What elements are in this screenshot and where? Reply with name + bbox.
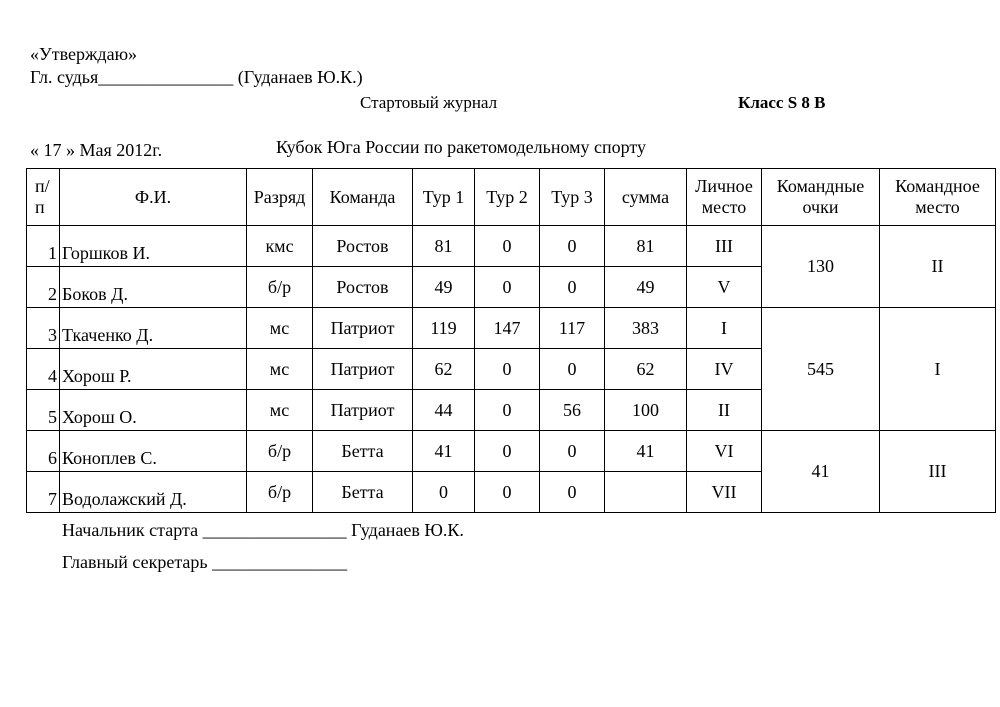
round1-score: 49	[413, 267, 475, 308]
personal-place: III	[687, 226, 762, 267]
personal-place: VII	[687, 472, 762, 513]
athlete-rank: б/р	[247, 472, 313, 513]
athlete-name: Горшков И.	[60, 226, 247, 267]
sum-score: 62	[605, 349, 687, 390]
athlete-team: Бетта	[313, 431, 413, 472]
sum-score	[605, 472, 687, 513]
round2-score: 0	[475, 390, 540, 431]
col-team-header: Команда	[313, 169, 413, 226]
class-label: Класс S 8 B	[738, 93, 826, 112]
journal-title: Стартовый журнал	[360, 93, 498, 112]
sum-score: 100	[605, 390, 687, 431]
athlete-team: Ростов	[313, 226, 413, 267]
row-number: 1	[27, 226, 60, 267]
athlete-rank: мс	[247, 349, 313, 390]
personal-place: V	[687, 267, 762, 308]
row-number: 7	[27, 472, 60, 513]
start-chief-line: Начальник старта ________________ Гуданаев Ю.К.	[62, 520, 464, 540]
round3-score: 117	[540, 308, 605, 349]
athlete-rank: мс	[247, 308, 313, 349]
col-num-header: п/ п	[27, 169, 60, 226]
chief-secretary-line: Главный секретарь _______________	[62, 552, 348, 572]
round2-score: 0	[475, 349, 540, 390]
athlete-name: Хорош О.	[60, 390, 247, 431]
round1-score: 44	[413, 390, 475, 431]
round3-score: 56	[540, 390, 605, 431]
athlete-rank: б/р	[247, 267, 313, 308]
round2-score: 0	[475, 472, 540, 513]
sum-score: 81	[605, 226, 687, 267]
row-number: 4	[27, 349, 60, 390]
round1-score: 119	[413, 308, 475, 349]
athlete-name: Ткаченко Д.	[60, 308, 247, 349]
athlete-name: Хорош Р.	[60, 349, 247, 390]
round1-score: 81	[413, 226, 475, 267]
round1-score: 62	[413, 349, 475, 390]
col-sum-header: сумма	[605, 169, 687, 226]
col-personal-place-header: Личное место	[687, 169, 762, 226]
team-points: 41	[762, 431, 880, 513]
athlete-rank: кмс	[247, 226, 313, 267]
sum-score: 383	[605, 308, 687, 349]
col-round1-header: Тур 1	[413, 169, 475, 226]
personal-place: II	[687, 390, 762, 431]
athlete-name: Боков Д.	[60, 267, 247, 308]
round2-score: 0	[475, 226, 540, 267]
round2-score: 0	[475, 267, 540, 308]
athlete-team: Патриот	[313, 308, 413, 349]
athlete-team: Патриот	[313, 349, 413, 390]
event-date: « 17 » Мая 2012г.	[30, 140, 163, 160]
table-row	[27, 226, 996, 267]
col-rank-header: Разряд	[247, 169, 313, 226]
row-number: 6	[27, 431, 60, 472]
team-place: I	[880, 308, 996, 431]
team-place: III	[880, 431, 996, 513]
round3-score: 0	[540, 431, 605, 472]
round3-score: 0	[540, 349, 605, 390]
personal-place: IV	[687, 349, 762, 390]
athlete-rank: мс	[247, 390, 313, 431]
sum-score: 49	[605, 267, 687, 308]
table-header-row	[27, 169, 996, 226]
approval-header: «Утверждаю»	[30, 44, 138, 64]
athlete-name: Водолажский Д.	[60, 472, 247, 513]
round1-score: 0	[413, 472, 475, 513]
row-number: 3	[27, 308, 60, 349]
team-points: 130	[762, 226, 880, 308]
col-round3-header: Тур 3	[540, 169, 605, 226]
personal-place: I	[687, 308, 762, 349]
round3-score: 0	[540, 226, 605, 267]
sum-score: 41	[605, 431, 687, 472]
col-team-place-header: Командное место	[880, 169, 996, 226]
start-journal-table	[26, 168, 996, 513]
personal-place: VI	[687, 431, 762, 472]
chief-judge-line: Гл. судья_______________ (Гуданаев Ю.К.)	[30, 67, 363, 87]
athlete-team: Ростов	[313, 267, 413, 308]
round3-score: 0	[540, 267, 605, 308]
round2-score: 147	[475, 308, 540, 349]
athlete-name: Коноплев С.	[60, 431, 247, 472]
athlete-rank: б/р	[247, 431, 313, 472]
table-row	[27, 308, 996, 349]
team-points: 545	[762, 308, 880, 431]
row-number: 5	[27, 390, 60, 431]
round2-score: 0	[475, 431, 540, 472]
athlete-team: Патриот	[313, 390, 413, 431]
event-title: Кубок Юга России по ракетомодельному спорту	[276, 137, 647, 157]
col-name-header: Ф.И.	[60, 169, 247, 226]
team-place: II	[880, 226, 996, 308]
row-number: 2	[27, 267, 60, 308]
table-row	[27, 431, 996, 472]
athlete-team: Бетта	[313, 472, 413, 513]
round1-score: 41	[413, 431, 475, 472]
col-round2-header: Тур 2	[475, 169, 540, 226]
col-team-points-header: Командные очки	[762, 169, 880, 226]
round3-score: 0	[540, 472, 605, 513]
